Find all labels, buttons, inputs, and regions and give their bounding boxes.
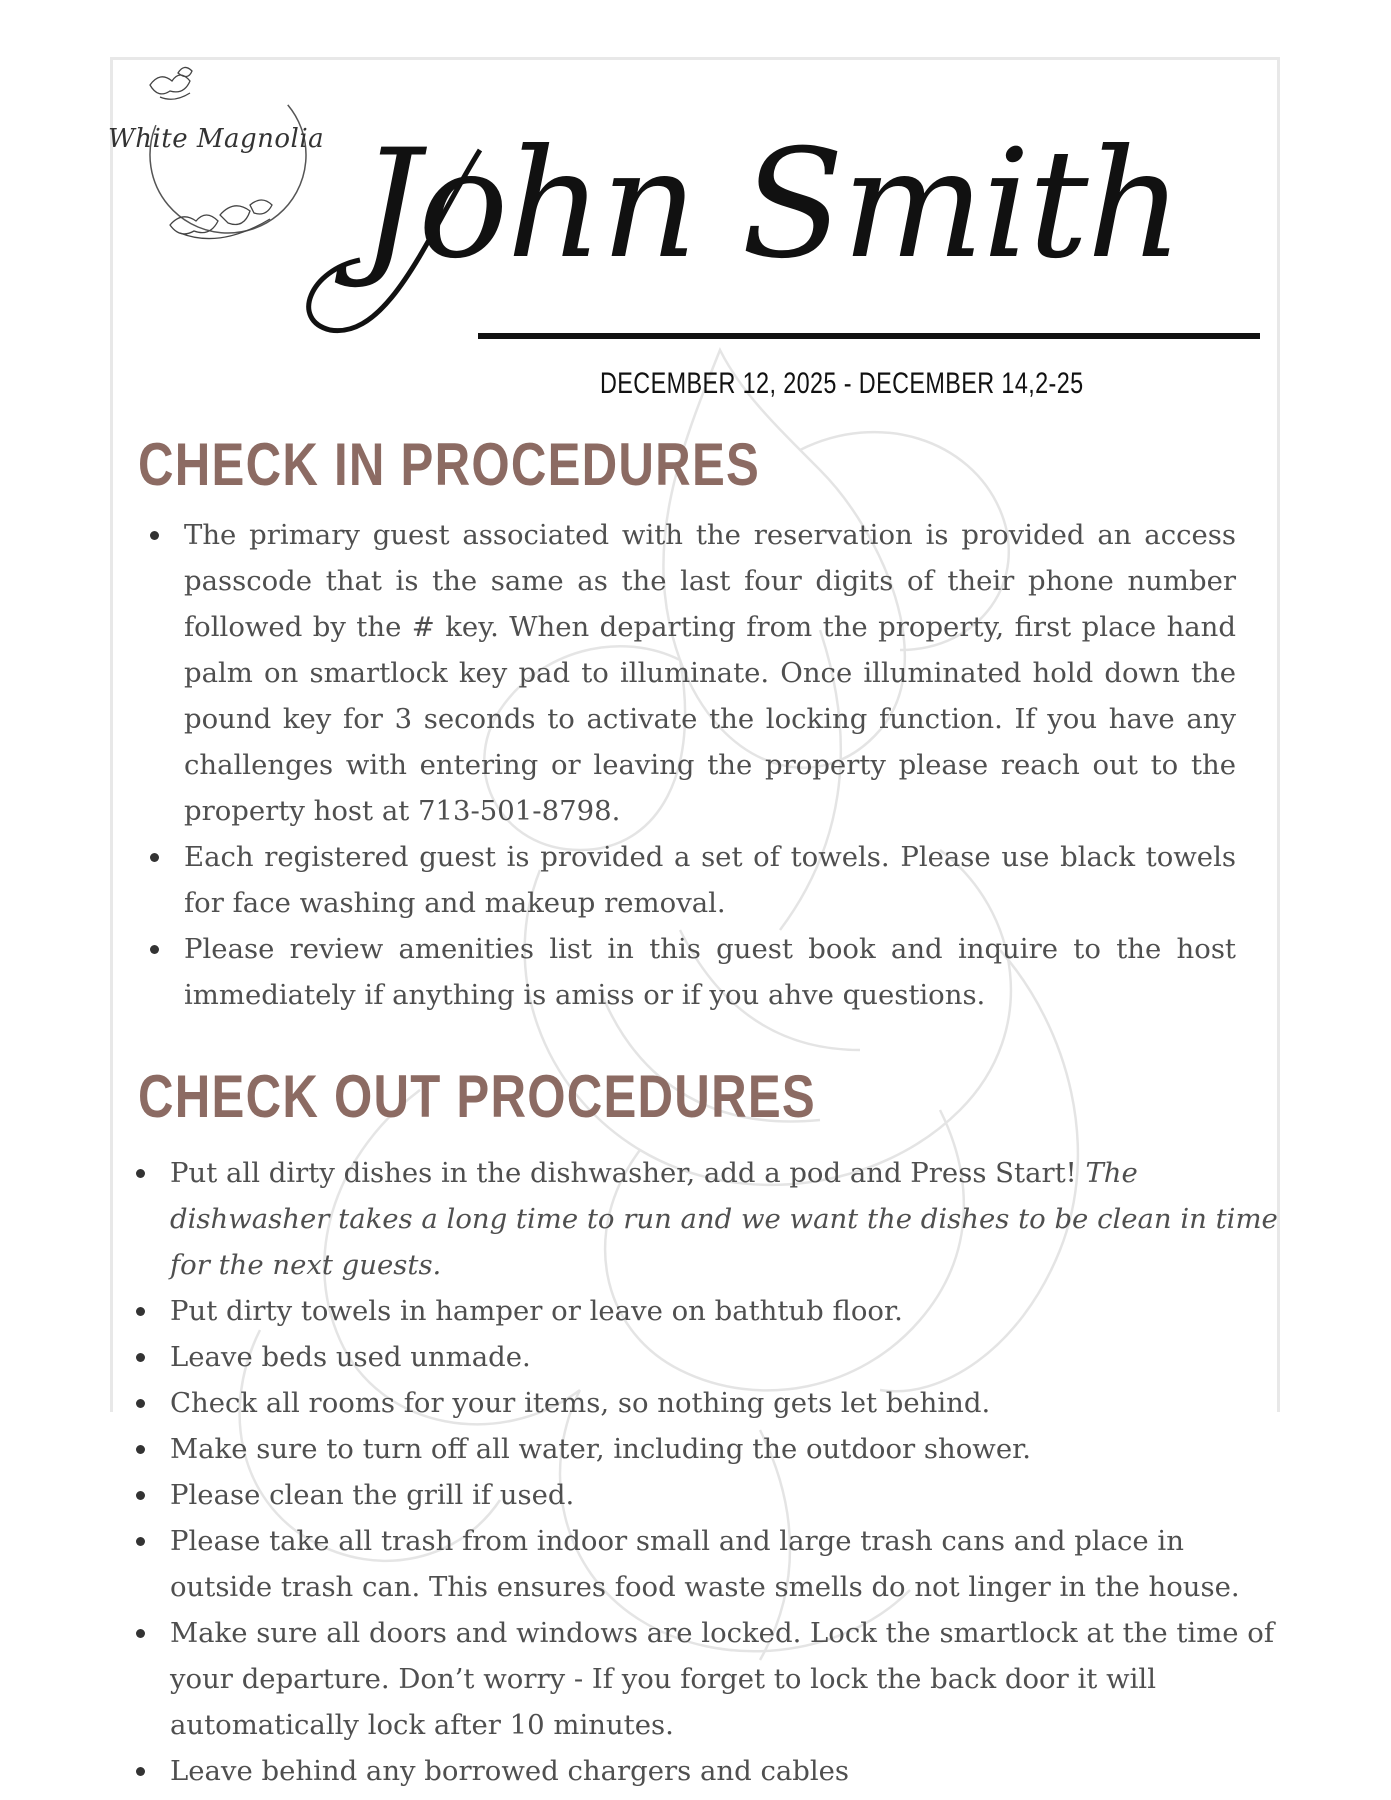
check-out-list [170,1150,1285,1794]
list-item-italic-note: The dishwasher takes a long time to run and we want the dishes to be clean in time for the next guests. [170,1157,1278,1281]
list-item [170,1150,1285,1288]
list-item: Please take all trash from indoor small and large trash cans and place in outside trash can. This ensures food waste smells do not linger in the house. [170,1518,1285,1610]
list-item: Please review amenities list in this guest book and inquire to the host immediately if anything is amiss or if you ahve questions. [184,926,1236,1018]
check-out-heading: CHECK OUT PROCEDURES [138,1063,816,1130]
list-item-text: Put all dirty dishes in the dishwasher, add a pod and Press Start! [170,1157,1086,1189]
list-item: Make sure to turn off all water, including the outdoor shower. [170,1426,1285,1472]
list-item: Please clean the grill if used. [170,1472,1285,1518]
list-item: The primary guest associated with the reservation is provided an access passcode that is the same as the last four digits of their phone number followed by the # key. When departing from the property, first place hand palm on smartlock key pad to illuminate. Once illuminated hold down the pound key for 3 seconds to activate the locking function. If you have any challenges with entering or leaving the property please reach out to the property host at 713-501-8798. [184,512,1236,834]
list-item: Each registered guest is provided a set of towels. Please use black towels for face washing and makeup removal. [184,834,1236,926]
list-item: Check all rooms for your items, so nothing gets let behind. [170,1380,1285,1426]
list-item: Put dirty towels in hamper or leave on bathtub floor. [170,1288,1285,1334]
guest-name-title: John Smith [360,118,1182,292]
check-in-heading: CHECK IN PROCEDURES [138,431,761,498]
list-item: Leave behind any borrowed chargers and cables [170,1748,1285,1794]
list-item: Leave beds used unmade. [170,1334,1285,1380]
check-in-list [184,512,1236,1018]
logo-text: White Magnolia [108,124,325,154]
stay-dates: DECEMBER 12, 2025 - DECEMBER 14,2-25 [600,367,1084,400]
title-underline [478,333,1260,339]
list-item: Make sure all doors and windows are locked. Lock the smartlock at the time of your departure. Don’t worry - If you forget to lock the back door it will automatically lock after 10 minutes. [170,1610,1285,1748]
